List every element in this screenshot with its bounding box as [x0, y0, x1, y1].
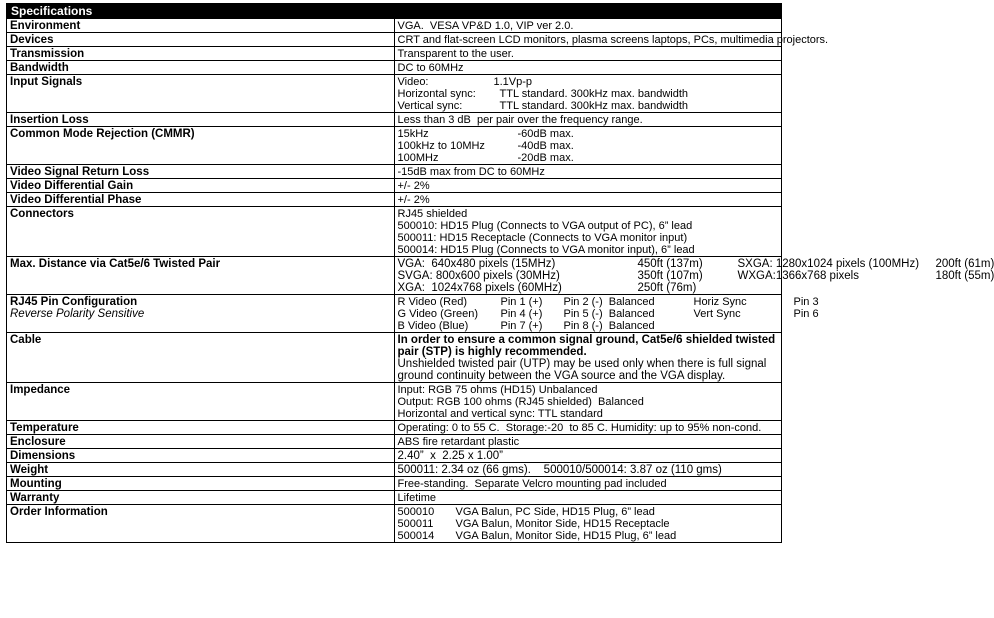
row-value	[394, 127, 782, 165]
value-cell: VGA: 640x480 pixels (15MHz)	[397, 258, 556, 270]
row-mounting	[7, 477, 782, 491]
row-dimensions	[7, 449, 782, 463]
row-label-text: RJ45 Pin Configuration	[10, 296, 138, 308]
row-label: Connectors	[7, 207, 395, 257]
part-number: 500011	[397, 518, 434, 530]
row-value	[394, 491, 782, 505]
row-label: Environment	[7, 19, 395, 33]
value-line: -15dB max from DC to 60MHz	[397, 166, 545, 178]
value-cell: SXGA: 1280x1024 pixels (100MHz)	[737, 258, 920, 270]
part-number: 500010	[397, 506, 435, 518]
value-line	[398, 282, 779, 294]
part-description: VGA Balun, Monitor Side, HD15 Receptacle	[455, 518, 670, 530]
cable-recommendation: In order to ensure a common signal ground, Cat5e/6 shielded twisted pair (STP) is highly recommended.	[397, 334, 776, 358]
value-line: 500014: HD15 Plug (Connects to VGA monitor input), 6” lead	[397, 244, 695, 256]
row-label: Bandwidth	[7, 61, 395, 75]
value-cell: Pin 5 (-) Balanced	[563, 308, 655, 320]
row-value	[394, 207, 782, 257]
value-line: 500011: 2.34 oz (66 gms). 500010/500014: 3.87 oz (110 gms)	[397, 464, 722, 476]
value-cell: 250ft (76m)	[637, 282, 697, 294]
value-line: Output: RGB 100 ohms (RJ45 shielded) Balanced	[397, 396, 644, 408]
value-cell: 450ft (137m)	[637, 258, 703, 270]
row-impedance	[7, 383, 782, 421]
value-cell: Pin 7 (+)	[500, 320, 543, 332]
row-temperature	[7, 421, 782, 435]
value-cell: Vertical sync:	[397, 100, 463, 112]
value-line: DC to 60MHz	[397, 62, 464, 74]
value-line	[398, 530, 779, 542]
value-line: Lifetime	[397, 492, 437, 504]
row-enclosure	[7, 435, 782, 449]
value-line: Less than 3 dB per pair over the frequency range.	[397, 114, 643, 126]
row-insertion-loss	[7, 113, 782, 127]
value-line	[397, 258, 994, 270]
value-line: RJ45 shielded	[397, 208, 468, 220]
row-transmission	[7, 47, 782, 61]
row-value	[394, 75, 782, 113]
value-line	[398, 76, 779, 88]
row-value	[394, 33, 829, 47]
value-cell: 350ft (107m)	[637, 270, 703, 282]
value-line	[398, 320, 779, 332]
value-line	[398, 128, 779, 140]
value-cell: 1.1Vp-p	[493, 76, 533, 88]
value-line: +/- 2%	[397, 180, 430, 192]
row-label: Order Information	[7, 505, 395, 543]
value-line: ABS fire retardant plastic	[397, 436, 520, 448]
value-line: Operating: 0 to 55 C. Storage:-20 to 85 C. Humidity: up to 95% non-cond.	[397, 422, 762, 434]
row-differential-phase	[7, 193, 782, 207]
value-line	[397, 296, 819, 308]
row-value	[394, 477, 782, 491]
table-header-row	[7, 4, 782, 19]
value-cell: 180ft (55m)	[935, 270, 994, 282]
value-cell: Video:	[397, 76, 429, 88]
value-cell: Pin 1 (+)	[500, 296, 543, 308]
value-cell: WXGA:1366x768 pixels	[737, 270, 859, 282]
row-label: Impedance	[7, 383, 395, 421]
value-cell: XGA: 1024x768 pixels (60MHz)	[397, 282, 562, 294]
value-line: +/- 2%	[397, 194, 430, 206]
row-devices	[7, 33, 782, 47]
row-value	[394, 19, 782, 33]
row-cable	[7, 333, 782, 383]
value-cell: Horizontal sync:	[397, 88, 476, 100]
row-connectors	[7, 207, 782, 257]
value-line: 2.40” x 2.25 x 1.00”	[397, 450, 503, 462]
row-label: Temperature	[7, 421, 395, 435]
row-label: Enclosure	[7, 435, 395, 449]
row-warranty	[7, 491, 782, 505]
row-weight	[7, 463, 782, 477]
value-cell: -60dB max.	[517, 128, 574, 140]
row-rj45-pin-config	[7, 295, 782, 333]
row-value	[394, 463, 782, 477]
value-line	[398, 152, 779, 164]
row-value	[394, 165, 782, 179]
row-label: Mounting	[7, 477, 395, 491]
row-differential-gain	[7, 179, 782, 193]
row-label: Common Mode Rejection (CMMR)	[7, 127, 395, 165]
value-cell: R Video (Red)	[397, 296, 467, 308]
row-value	[394, 295, 819, 333]
value-line: 500010: HD15 Plug (Connects to VGA output of PC), 6” lead	[397, 220, 693, 232]
value-line: 500011: HD15 Receptacle (Connects to VGA monitor input)	[397, 232, 688, 244]
row-label: Cable	[7, 333, 395, 383]
table-header: Specifications	[7, 4, 782, 19]
row-value	[394, 257, 994, 295]
row-value	[394, 449, 782, 463]
part-description: VGA Balun, PC Side, HD15 Plug, 6” lead	[455, 506, 655, 518]
value-cell: Pin 2 (-) Balanced	[563, 296, 655, 308]
row-environment	[7, 19, 782, 33]
row-label: Video Differential Phase	[7, 193, 395, 207]
row-value	[394, 61, 782, 75]
value-cell: 15kHz	[397, 128, 429, 140]
row-return-loss	[7, 165, 782, 179]
row-value	[394, 383, 782, 421]
cable-note: Unshielded twisted pair (UTP) may be used only when there is full signal ground continuity between the VGA source and the VGA display.	[397, 358, 767, 382]
row-value	[394, 179, 782, 193]
value-cell: Pin 6	[793, 308, 819, 320]
row-value	[394, 193, 782, 207]
value-cell: Pin 4 (+)	[500, 308, 543, 320]
row-cmmr	[7, 127, 782, 165]
row-label: Warranty	[7, 491, 395, 505]
value-line: CRT and flat-screen LCD monitors, plasma screens laptops, PCs, multimedia projectors.	[397, 34, 829, 46]
row-label: Video Differential Gain	[7, 179, 395, 193]
value-line	[398, 140, 779, 152]
row-input-signals	[7, 75, 782, 113]
row-label	[7, 295, 395, 333]
value-cell: -20dB max.	[517, 152, 574, 164]
value-cell: TTL standard. 300kHz max. bandwidth	[499, 100, 689, 112]
part-number: 500014	[397, 530, 435, 542]
value-cell: -40dB max.	[517, 140, 574, 152]
value-line	[398, 506, 779, 518]
value-cell: 100kHz to 10MHz	[397, 140, 485, 152]
value-line: Transparent to the user.	[397, 48, 514, 60]
value-line: Input: RGB 75 ohms (HD15) Unbalanced	[397, 384, 598, 396]
value-line	[398, 100, 779, 112]
row-label: Max. Distance via Cat5e/6 Twisted Pair	[7, 257, 395, 295]
row-label: Insertion Loss	[7, 113, 395, 127]
row-label: Dimensions	[7, 449, 395, 463]
value-cell: SVGA: 800x600 pixels (30MHz)	[397, 270, 560, 282]
row-label: Input Signals	[7, 75, 395, 113]
row-value	[394, 47, 782, 61]
row-max-distance	[7, 257, 782, 295]
row-value	[394, 421, 782, 435]
row-value	[394, 435, 782, 449]
row-sublabel: Reverse Polarity Sensitive	[10, 308, 145, 320]
value-cell: G Video (Green)	[397, 308, 479, 320]
value-cell: 100MHz	[397, 152, 439, 164]
value-line	[398, 88, 779, 100]
row-label: Weight	[7, 463, 395, 477]
value-cell: 200ft (61m)	[935, 258, 994, 270]
value-line	[398, 518, 779, 530]
row-order-information	[7, 505, 782, 543]
value-cell: Vert Sync	[693, 308, 741, 320]
row-label: Video Signal Return Loss	[7, 165, 395, 179]
row-value	[394, 113, 782, 127]
value-line: Horizontal and vertical sync: TTL standard	[397, 408, 603, 420]
specifications-table	[6, 3, 994, 543]
value-line	[397, 308, 819, 320]
row-bandwidth	[7, 61, 782, 75]
value-line: VGA. VESA VP&D 1.0, VIP ver 2.0.	[397, 20, 574, 32]
row-label: Transmission	[7, 47, 395, 61]
row-value	[394, 333, 782, 383]
value-cell: Pin 3	[793, 296, 819, 308]
value-line	[397, 270, 994, 282]
value-line: Free-standing. Separate Velcro mounting pad included	[397, 478, 667, 490]
part-description: VGA Balun, Monitor Side, HD15 Plug, 6” lead	[455, 530, 677, 542]
value-cell: Horiz Sync	[693, 296, 747, 308]
value-cell: Pin 8 (-) Balanced	[563, 320, 655, 332]
row-label: Devices	[7, 33, 395, 47]
value-cell: B Video (Blue)	[397, 320, 469, 332]
row-value	[394, 505, 782, 543]
value-cell: TTL standard. 300kHz max. bandwidth	[499, 88, 689, 100]
